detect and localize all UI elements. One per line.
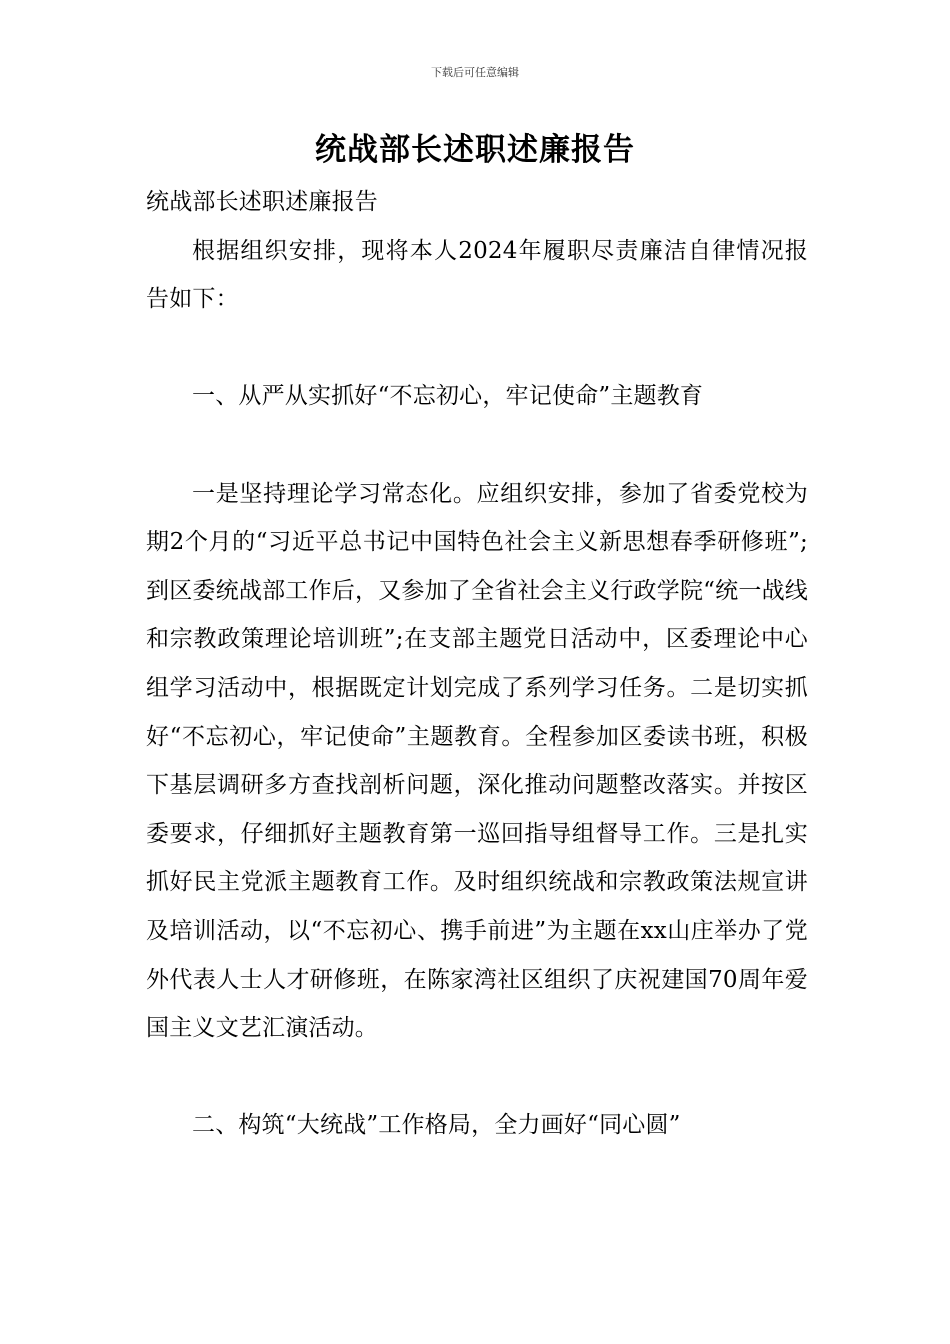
document-body xyxy=(146,178,808,1150)
document-title: 统战部长述职述廉报告 xyxy=(315,132,635,168)
intro-paragraph: 根据组织安排，现将本人2024年履职尽责廉洁自律情况报告如下： xyxy=(146,237,808,313)
header-note: 下载后可任意编辑 xyxy=(431,66,519,79)
section-heading-2: 二、构筑“大统战”工作格局，全力画好“同心圆” xyxy=(192,1112,681,1139)
section-heading-1: 一、从严从实抓好“不忘初心，牢记使命”主题教育 xyxy=(192,383,704,410)
subtitle-paragraph: 统战部长述职述廉报告 xyxy=(146,189,378,215)
body-paragraph-1: 一是坚持理论学习常态化。应组织安排，参加了省委党校为期2个月的“习近平总书记中国特色社会主义新思想春季研修班”;到区委统战部工作后，又参加了全省社会主义行政学院“统一战线和宗教政策理论培训班”;在支部主题党日活动中，区委理论中心组学习活动中，根据既定计划完成了系列学习任务。二是切实抓好“不忘初心，牢记使命”主题教育。全程参加区委读书班，积极下基层调研多方查找剖析问题，深化推动问题整改落实。并按区委要求，仔细抓好主题教育第一巡回指导组督导工作。三是扎实抓好民主党派主题教育工作。及时组织统战和宗教政策法规宣讲及培训活动，以“不忘初心、携手前进”为主题在xx山庄举办了党外代表人士人才研修班，在陈家湾社区组织了庆祝建国70周年爱国主义文艺汇演活动。 xyxy=(146,480,808,1042)
